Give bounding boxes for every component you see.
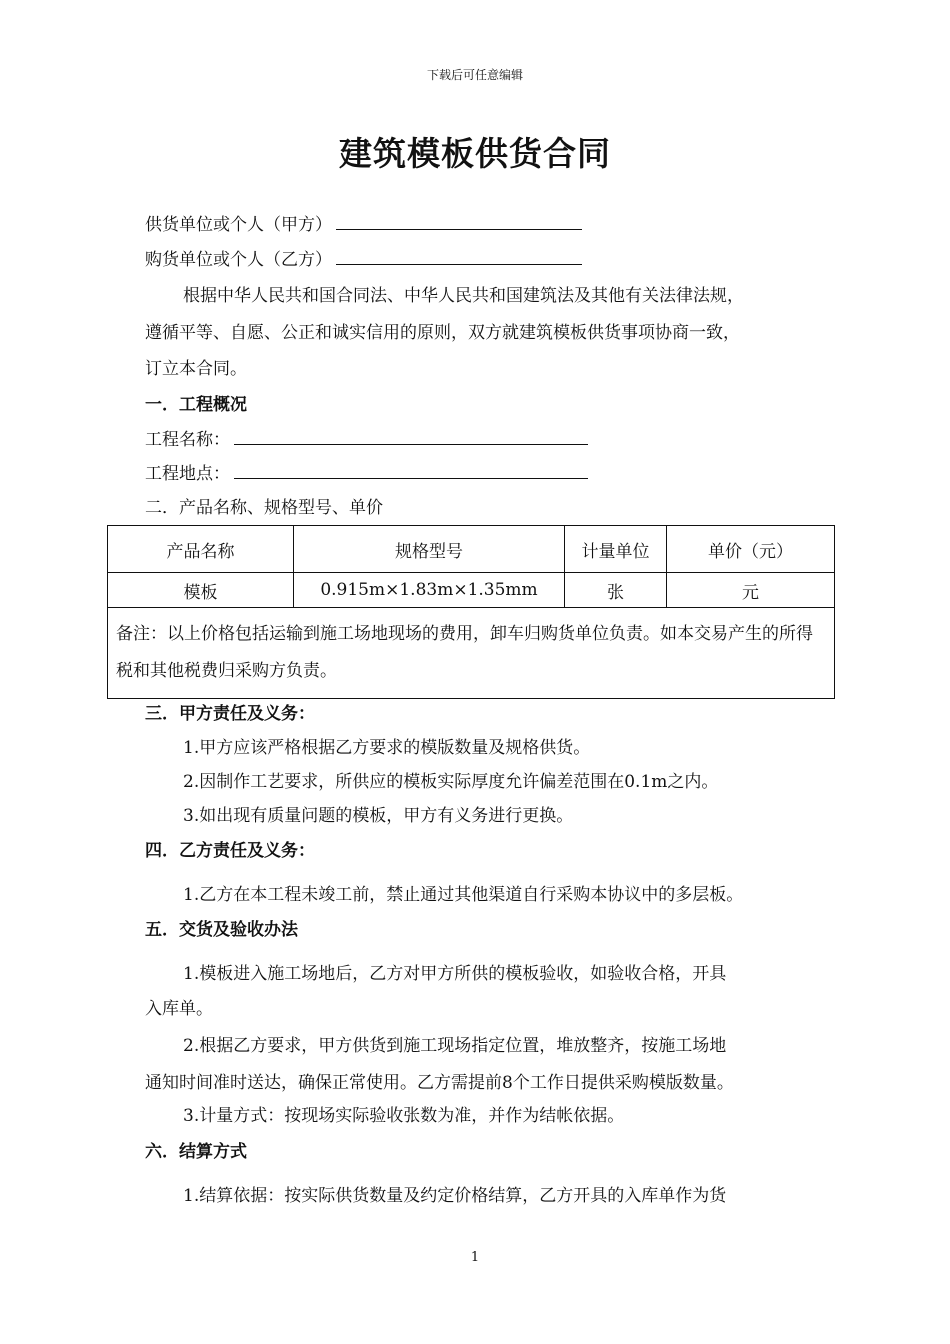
header-product-name: 产品名称 <box>108 526 294 573</box>
section-5-item-1-line-2: 入库单。 <box>145 999 213 1019</box>
table-note: 备注：以上价格包括运输到施工场地现场的费用，卸车归购货单位负责。如本交易产生的所得税和其他税费归采购方负责。 <box>108 608 835 699</box>
header-price: 单价（元） <box>667 526 835 573</box>
party-a-label: 供货单位或个人（甲方） <box>145 215 332 235</box>
section-5-item-2-line-2: 通知时间准时送达，确保正常使用。乙方需提前8个工作日提供采购模版数量。 <box>145 1073 734 1093</box>
party-a-blank <box>336 215 582 230</box>
page-number: 1 <box>470 1250 480 1265</box>
section-6-item-1-line-1: 1.结算依据：按实际供货数量及约定价格结算，乙方开具的入库单作为货 <box>183 1186 727 1206</box>
spec-table <box>107 525 835 699</box>
intro-line-2: 遵循平等、自愿、公正和诚实信用的原则，双方就建筑模板供货事项协商一致， <box>145 323 740 343</box>
header-unit: 计量单位 <box>565 526 667 573</box>
section-5-item-1-line-1: 1.模板进入施工场地后，乙方对甲方所供的模板验收，如验收合格，开具 <box>183 964 727 984</box>
table-row <box>108 573 835 608</box>
party-b-label: 购货单位或个人（乙方） <box>145 250 332 270</box>
intro-line-3: 订立本合同。 <box>145 359 247 379</box>
section-3-item-1: 1.甲方应该严格根据乙方要求的模版数量及规格供货。 <box>183 738 591 758</box>
party-b-blank <box>336 250 582 265</box>
cell-price: 元 <box>667 573 835 608</box>
project-location-blank <box>234 464 588 479</box>
section-6-title: 六．结算方式 <box>145 1142 247 1162</box>
party-a-line <box>145 210 582 235</box>
cell-product-name: 模板 <box>108 573 294 608</box>
section-3-item-2: 2.因制作工艺要求，所供应的模板实际厚度允许偏差范围在0.1m之内。 <box>183 772 719 792</box>
project-name-blank <box>234 430 588 445</box>
section-4-title: 四．乙方责任及义务： <box>145 841 315 861</box>
section-5-title: 五．交货及验收办法 <box>145 920 298 940</box>
section-1-title: 一．工程概况 <box>145 395 247 415</box>
cell-unit: 张 <box>565 573 667 608</box>
intro-line-1: 根据中华人民共和国合同法、中华人民共和国建筑法及其他有关法律法规， <box>183 286 744 306</box>
section-2-title: 二．产品名称、规格型号、单价 <box>145 498 383 518</box>
party-b-line <box>145 245 582 270</box>
section-5-item-2-line-1: 2.根据乙方要求，甲方供货到施工现场指定位置，堆放整齐，按施工场地 <box>183 1036 727 1056</box>
table-note-row <box>108 608 835 699</box>
document-title: 建筑模板供货合同 <box>339 134 611 173</box>
header-spec: 规格型号 <box>294 526 565 573</box>
section-5-item-3: 3.计量方式：按现场实际验收张数为准，并作为结帐依据。 <box>183 1106 625 1126</box>
project-location-label: 工程地点： <box>145 464 230 484</box>
section-3-item-3: 3.如出现有质量问题的模板，甲方有义务进行更换。 <box>183 806 574 826</box>
project-name-line <box>145 425 588 450</box>
table-header-row <box>108 526 835 573</box>
section-3-title: 三．甲方责任及义务： <box>145 704 315 724</box>
section-4-item-1: 1.乙方在本工程未竣工前，禁止通过其他渠道自行采购本协议中的多层板。 <box>183 885 744 905</box>
project-name-label: 工程名称： <box>145 430 230 450</box>
cell-spec: 0.915m×1.83m×1.35mm <box>294 573 565 608</box>
header-note: 下载后可任意编辑 <box>426 68 523 82</box>
project-location-line <box>145 459 588 484</box>
